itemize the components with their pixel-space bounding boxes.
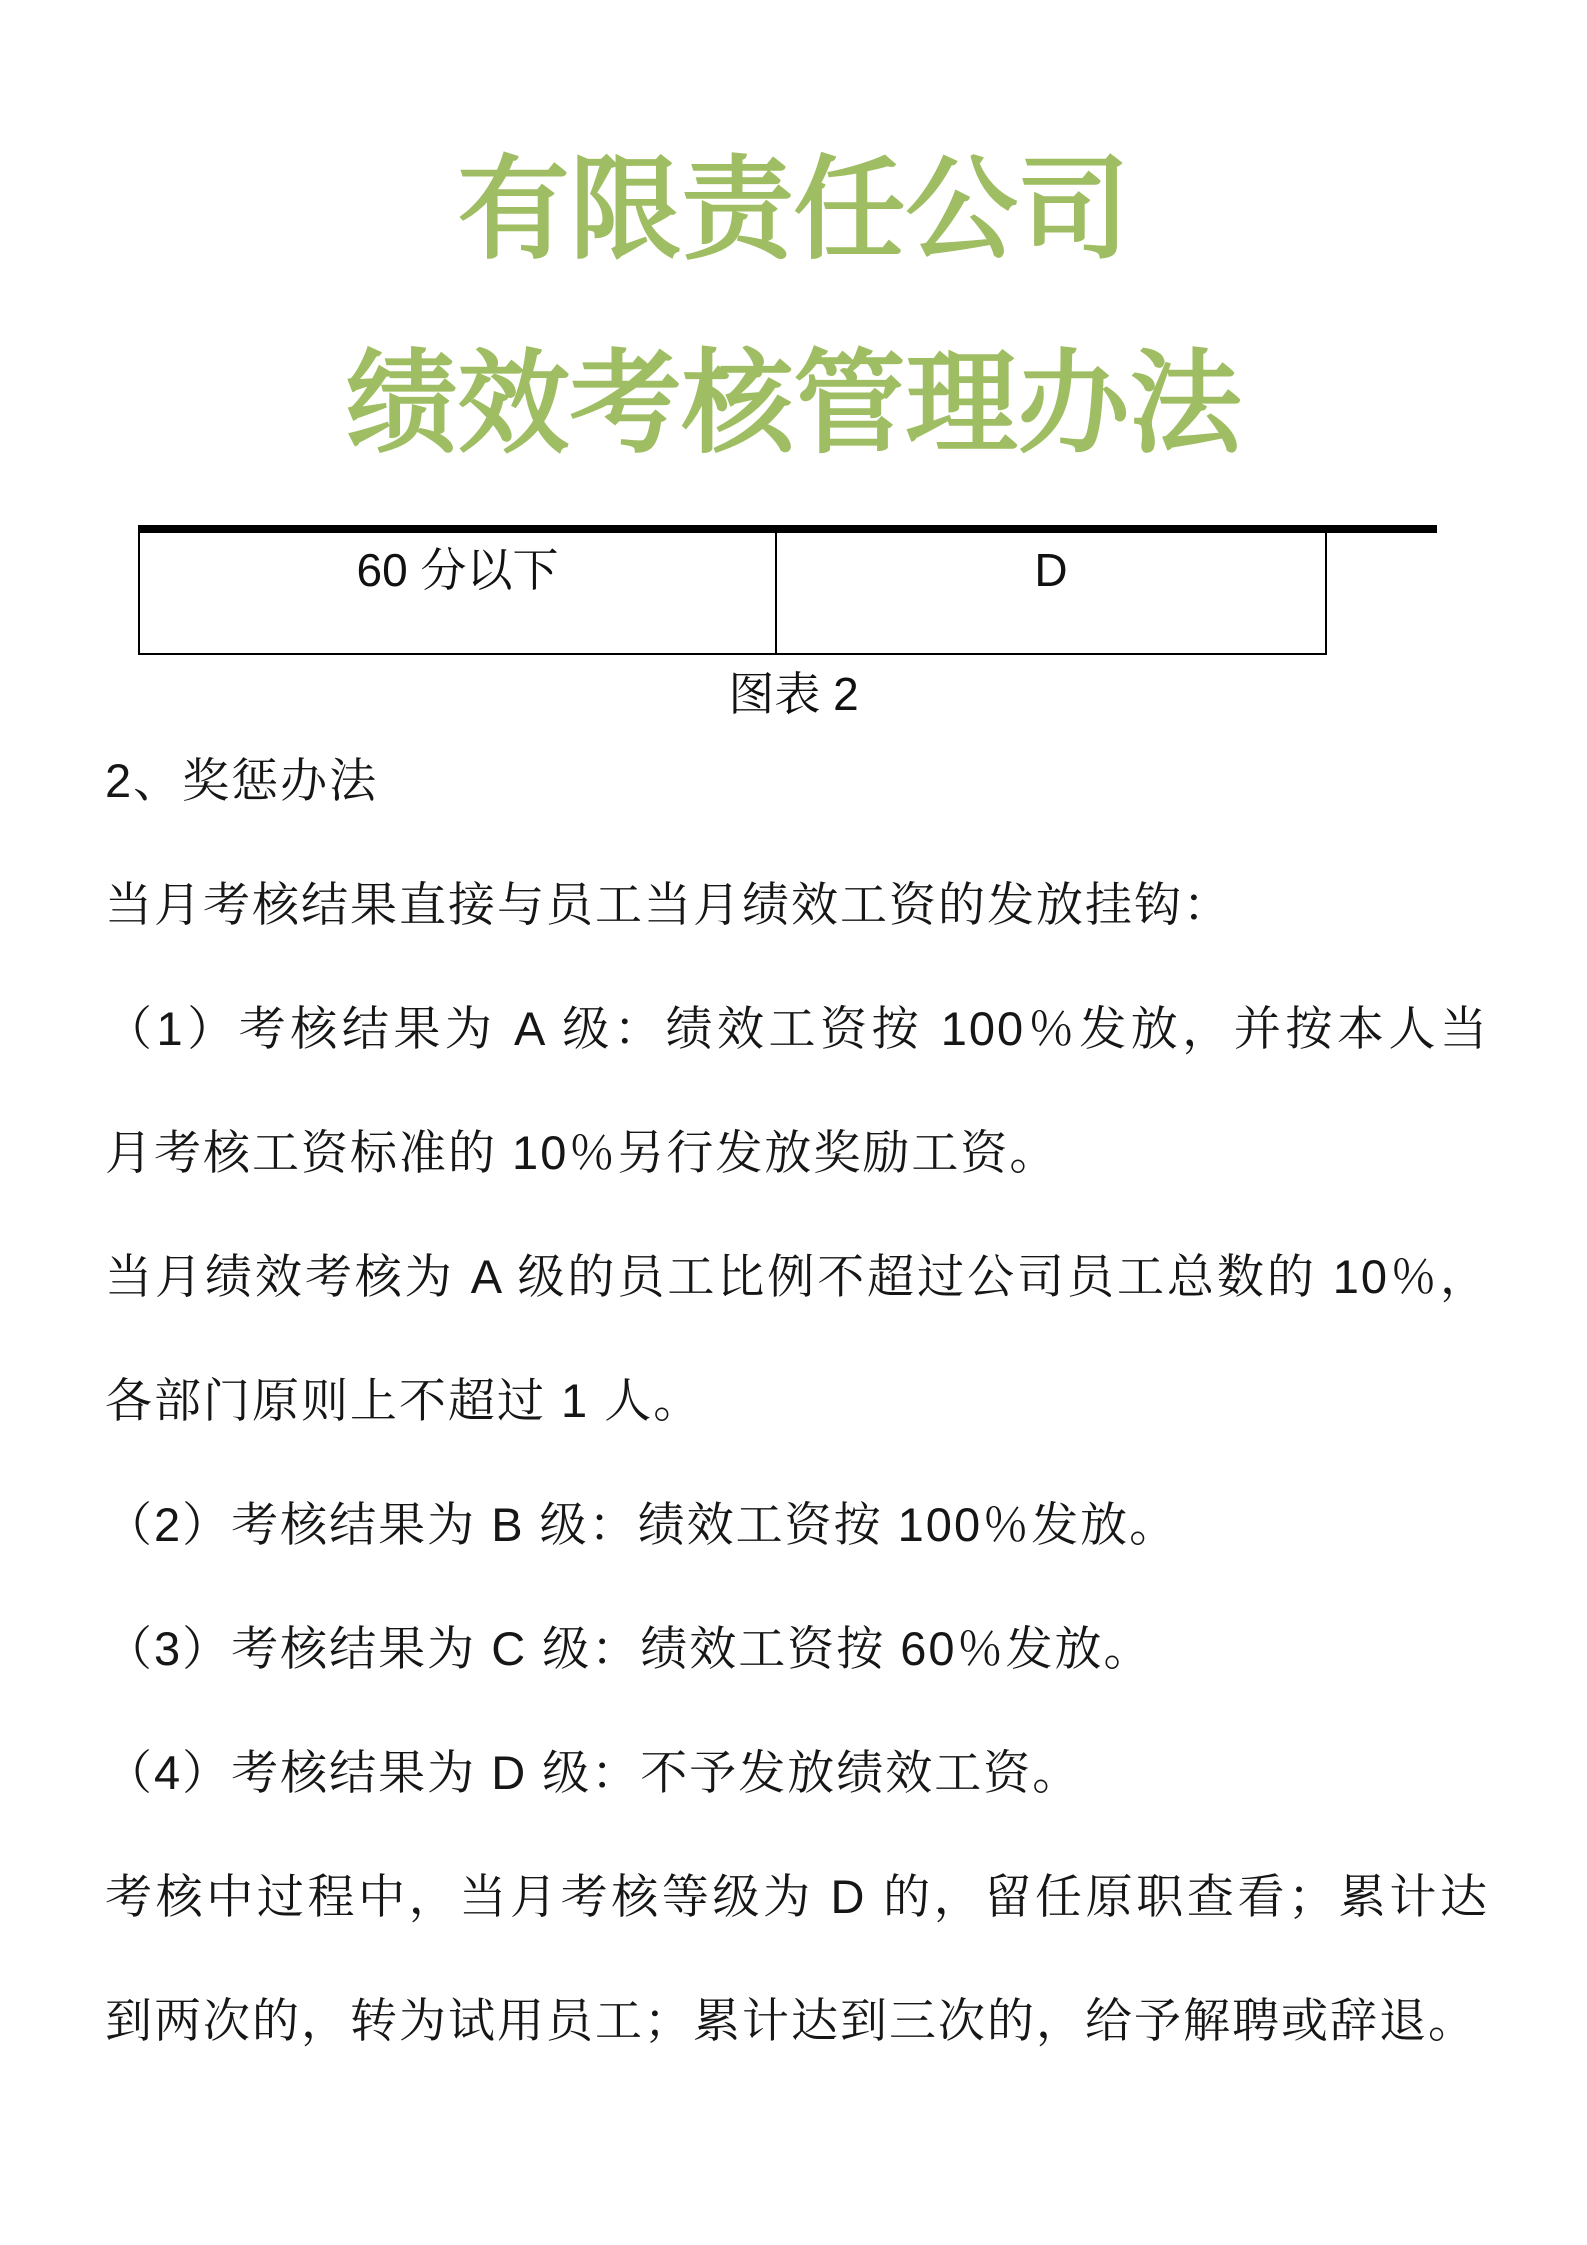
paragraph-line: 当月考核结果直接与员工当月绩效工资的发放挂钩： [105,878,1232,931]
table-caption: 图表 2 [728,668,859,720]
table-top-border [138,525,1437,533]
table-cell-score-range: 60 分以下 [140,533,777,653]
paragraph-line: 考核中过程中，当月考核等级为 D 的，留任原职查看；累计达 [105,1870,1489,1923]
paragraph-line: （2）考核结果为 B 级：绩效工资按 100％发放。 [105,1498,1179,1551]
paragraph-line: 月考核工资标准的 10％另行发放奖励工资。 [105,1126,1059,1179]
paragraph-line: （3）考核结果为 C 级：绩效工资按 60％发放。 [105,1622,1153,1675]
document-title-line-2: 绩效考核管理办法 [345,341,1242,466]
body-text [105,719,1489,2083]
section-heading: 2、奖惩办法 [105,754,379,807]
paragraph-line: 当月绩效考核为 A 级的员工比例不超过公司员工总数的 10％， [105,1250,1489,1303]
document-title-line-1: 有限责任公司 [457,147,1130,272]
table-cell-grade: D [1034,544,1068,596]
paragraph-line: （4）考核结果为 D 级：不予发放绩效工资。 [105,1746,1082,1799]
paragraph-line: 各部门原则上不超过 1 人。 [105,1374,703,1427]
score-table [138,533,1327,655]
paragraph-line: 到两次的，转为试用员工；累计达到三次的，给予解聘或辞退。 [105,1994,1477,2047]
paragraph-line: （1）考核结果为 A 级：绩效工资按 100％发放，并按本人当 [105,1002,1489,1055]
